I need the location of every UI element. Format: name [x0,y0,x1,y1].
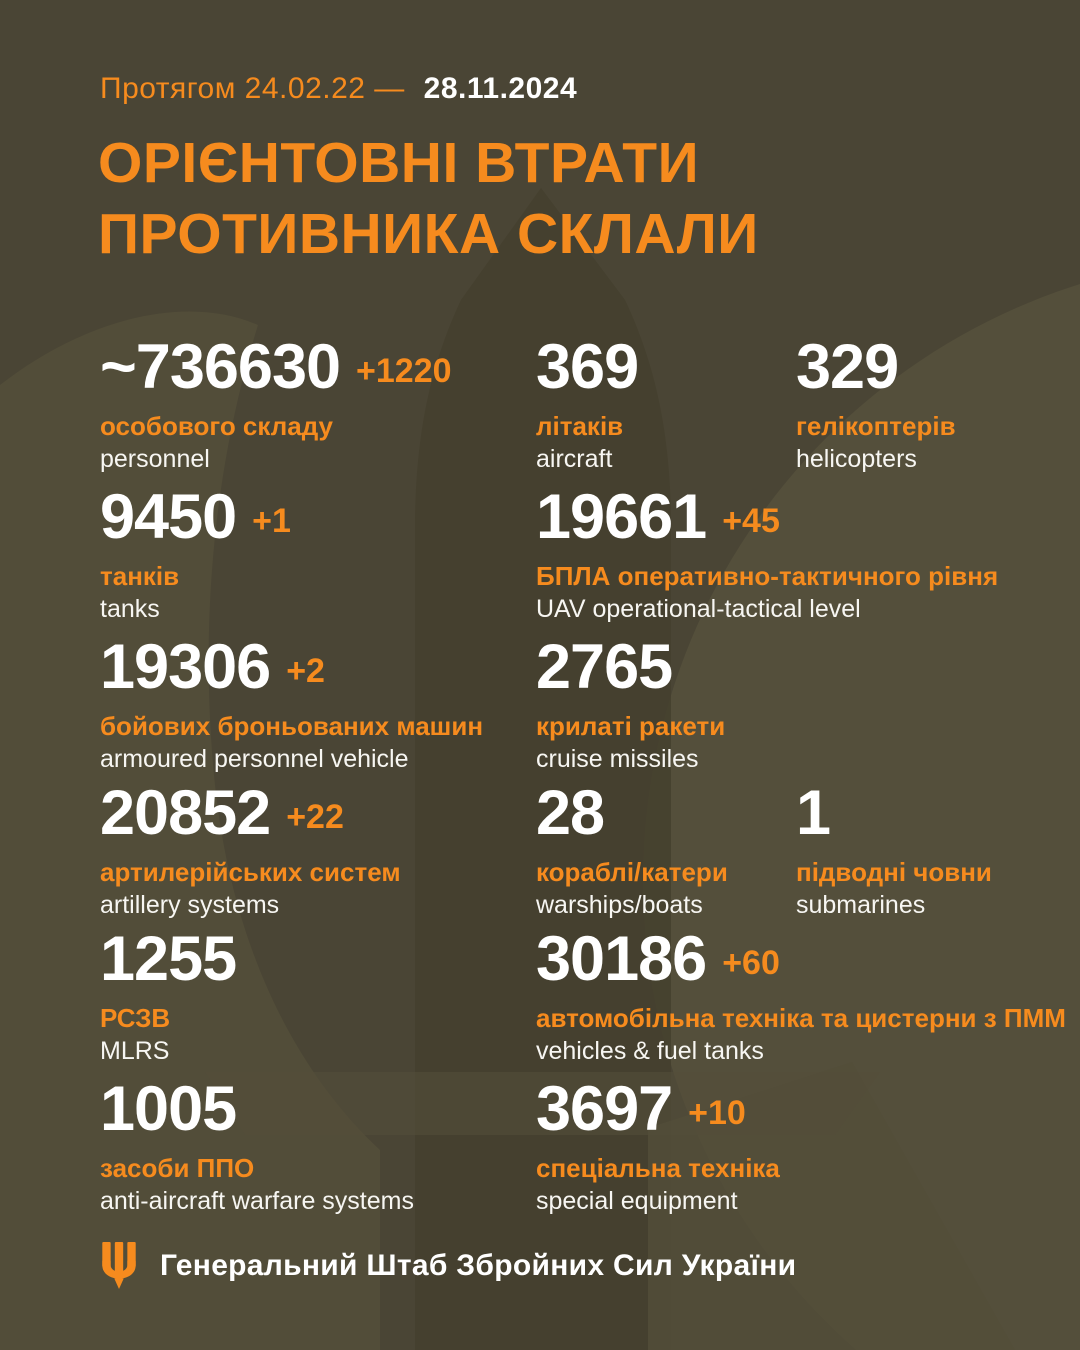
stat-delta: +22 [286,798,344,836]
stat-delta: +1220 [356,352,452,390]
stat-value: 20852 [100,778,271,848]
stat-label-uk: РСЗВ [100,1003,171,1033]
stat-label-en: warships/boats [536,890,703,919]
stat-label-uk: артилерійських систем [100,857,401,887]
stat-label-uk: бойових броньованих машин [100,711,484,741]
stat-personnel [100,332,452,475]
stat-label-uk: особового складу [100,411,333,441]
stat-vehicles [536,924,1066,1067]
stat-value: 28 [536,778,605,848]
stat-delta: +45 [722,502,780,540]
page-title [98,128,759,271]
stat-label-en: MLRS [100,1036,170,1065]
stat-label-uk: танків [100,561,180,591]
stat-value: 1255 [100,924,237,994]
stat-label-uk: автомобільна техніка та цистерни з ПММ [536,1003,1066,1033]
title-line-2: ПРОТИВНИКА СКЛАЛИ [98,202,759,267]
stat-label-en: armoured personnel vehicle [100,744,409,773]
stat-mlrs [100,924,237,1067]
stat-delta: +10 [688,1094,746,1132]
stat-delta: +2 [286,652,325,690]
stat-value: 19661 [536,482,707,552]
trident-icon [100,1242,138,1290]
stat-apv [100,632,484,775]
stat-value: 369 [536,332,639,402]
stat-label-en: cruise missiles [536,744,699,773]
stat-value: 19306 [100,632,271,702]
stat-special-equipment [536,1074,780,1217]
stat-label-en: aircraft [536,444,613,473]
stat-label-en: tanks [100,594,160,623]
report-date: 28.11.2024 [423,72,578,105]
stat-aircraft [536,332,639,475]
stat-label-uk: крилаті ракети [536,711,726,741]
stat-tanks [100,482,291,625]
stat-delta: +60 [722,944,780,982]
stat-value: ~736630 [100,332,341,402]
stat-label-uk: підводні човни [796,857,992,887]
stat-label-uk: спеціальна техніка [536,1153,780,1183]
stat-value: 3697 [536,1074,673,1144]
period-prefix: Протягом 24.02.22 — [100,72,405,105]
stat-label-en: anti-aircraft warfare systems [100,1186,414,1215]
stat-value: 9450 [100,482,237,552]
stat-label-en: vehicles & fuel tanks [536,1036,764,1065]
title-line-1: ОРІЄНТОВНІ ВТРАТИ [98,131,700,195]
stat-label-en: helicopters [796,444,917,473]
stat-uav [536,482,999,625]
stat-label-uk: кораблі/катери [536,857,728,887]
stat-warships [536,778,728,921]
stat-label-uk: БПЛА оперативно-тактичного рівня [536,561,999,591]
stat-submarines [796,778,992,921]
stat-value: 2765 [536,632,673,702]
stat-label-en: special equipment [536,1186,738,1215]
stat-label-en: personnel [100,444,210,473]
stat-cruise-missiles [536,632,726,775]
stat-label-uk: засоби ППО [100,1153,255,1183]
stat-label-en: submarines [796,890,926,919]
stat-artillery [100,778,401,921]
stat-label-en: artillery systems [100,890,280,919]
stat-delta: +1 [252,502,291,540]
stat-value: 1 [796,778,831,848]
stat-label-uk: гелікоптерів [796,411,956,441]
footer [100,1242,796,1290]
organization-name: Генеральний Штаб Збройних Сил України [160,1249,797,1282]
stat-helicopters [796,332,956,475]
stat-label-en: UAV operational-tactical level [536,594,861,623]
stat-value: 329 [796,332,899,402]
stat-value: 1005 [100,1074,237,1144]
stat-value: 30186 [536,924,707,994]
stat-label-uk: літаків [536,411,624,441]
stat-aa-systems [100,1074,414,1217]
report-period [100,72,577,106]
